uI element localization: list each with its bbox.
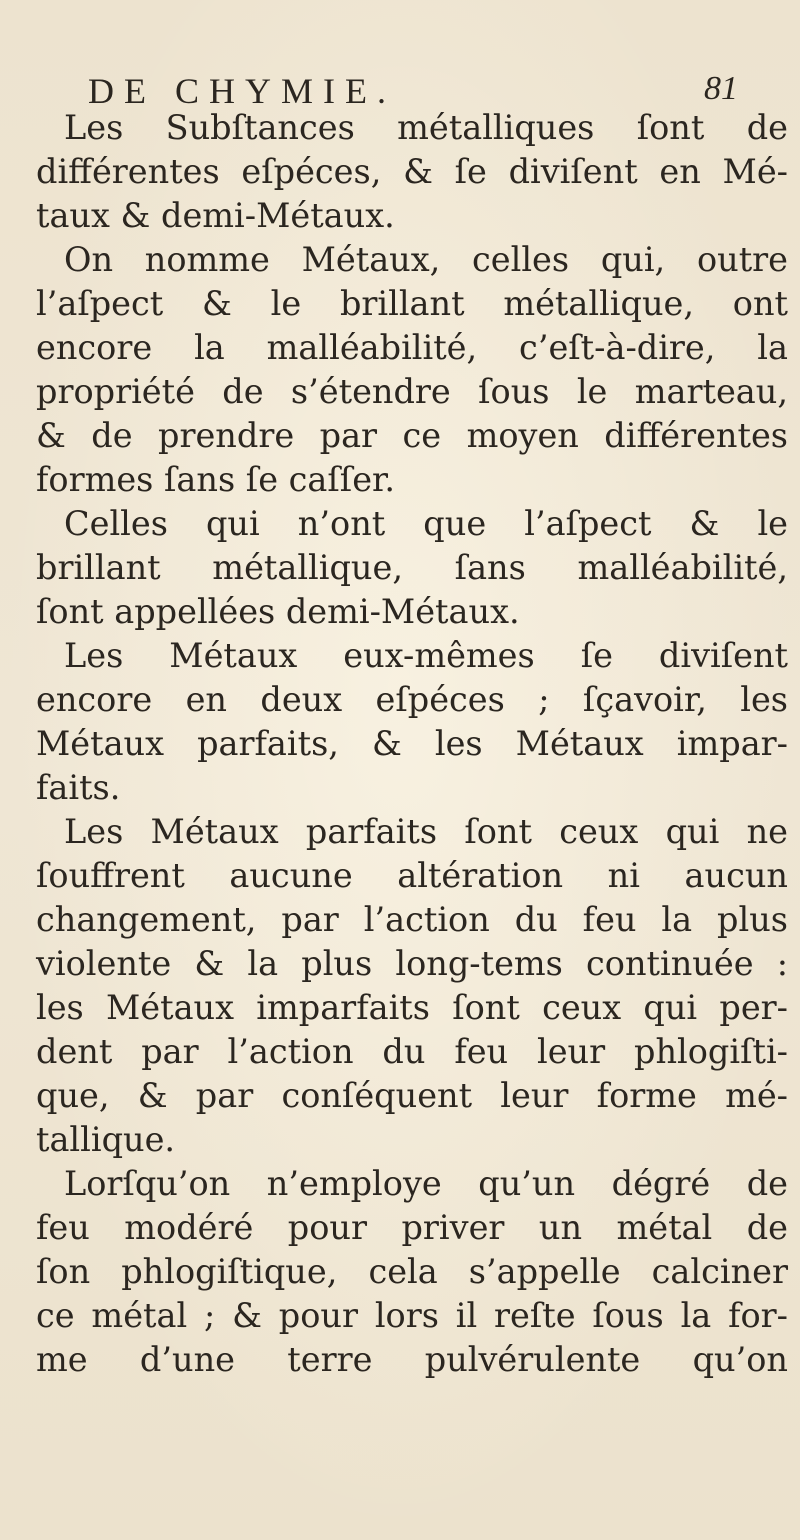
paragraph-line: changement, par l’action du feu la plus — [36, 900, 788, 939]
paragraph-line: encore la malléabilité, c’eſt-à-dire, la — [36, 328, 788, 367]
paragraph-line: brillant métallique, ſans malléabilité, — [36, 548, 788, 587]
paragraph-line: ce métal ; & pour lors il reſte ſous la for- — [36, 1296, 788, 1335]
paragraph-line: encore en deux eſpéces ; ſçavoir, les — [36, 680, 788, 719]
paragraph-line: formes ſans ſe caſſer. — [36, 460, 396, 499]
paragraph-line: Lorſqu’on n’employe qu’un dégré de — [64, 1164, 788, 1203]
paragraph-line: ſon phlogiſtique, cela s’appelle calciner — [36, 1252, 788, 1291]
paragraph-line: On nomme Métaux, celles qui, outre — [64, 240, 788, 279]
paragraph-line: différentes eſpéces, & ſe diviſent en Mé- — [36, 152, 788, 191]
paragraph-line: feu modéré pour priver un métal de — [36, 1208, 788, 1247]
page-number: 81 — [704, 70, 738, 107]
paragraph-line: tallique. — [36, 1120, 176, 1159]
paragraph-line: taux & demi-Métaux. — [36, 196, 395, 235]
paragraph-line: les Métaux imparfaits ſont ceux qui per- — [36, 988, 788, 1027]
paragraph-line: que, & par conſéquent leur forme mé- — [36, 1076, 788, 1115]
paragraph-line: ſont appellées demi-Métaux. — [36, 592, 520, 631]
paragraph-line: violente & la plus long-tems continuée : — [36, 944, 788, 983]
paragraph-line: Les Métaux eux-mêmes ſe diviſent — [64, 636, 788, 675]
paragraph-line: dent par l’action du feu leur phlogiſti- — [36, 1032, 788, 1071]
paragraph-line: faits. — [36, 768, 121, 807]
paragraph-line: ſouffrent aucune altération ni aucun — [36, 856, 788, 895]
paragraph-line: propriété de s’étendre ſous le marteau, — [36, 372, 788, 411]
paragraph-line: l’aſpect & le brillant métallique, ont — [36, 284, 788, 323]
paragraph-line: Les Subſtances métalliques ſont de — [64, 108, 788, 147]
paragraph-line: Celles qui n’ont que l’aſpect & le — [64, 504, 788, 543]
running-head-title: DE CHYMIE. — [88, 71, 396, 111]
paragraph-line: & de prendre par ce moyen différentes — [36, 416, 788, 455]
paragraph-line: me d’une terre pulvérulente qu’on — [36, 1340, 788, 1379]
paragraph-line: Métaux parfaits, & les Métaux impar- — [36, 724, 788, 763]
paragraph-line: Les Métaux parfaits ſont ceux qui ne — [64, 812, 788, 851]
